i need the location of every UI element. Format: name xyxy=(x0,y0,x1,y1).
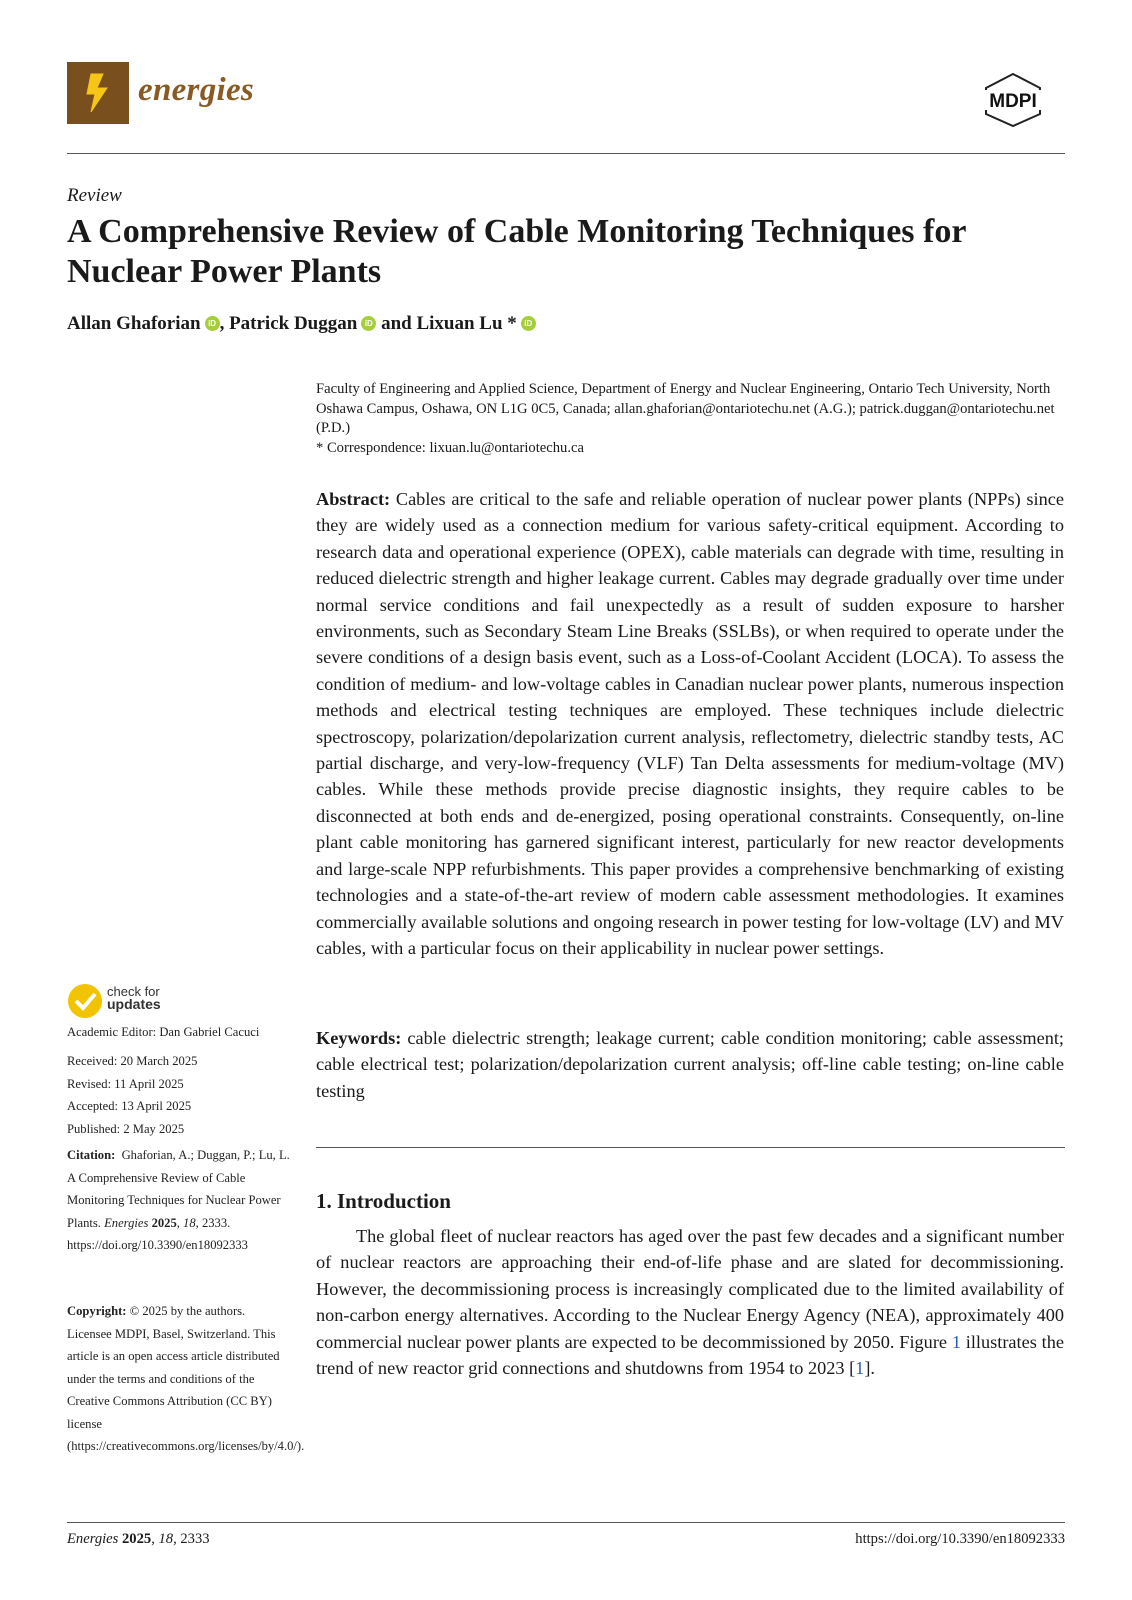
footer-year: 2025 xyxy=(122,1531,152,1547)
header-divider xyxy=(67,153,1065,154)
citation-journal: Energies xyxy=(104,1215,149,1230)
copyright-text: © 2025 by the authors. Licensee MDPI, Basel, Switzerland. This article is an open access article distributed under the terms and conditions of the Creative Commons Attribution (CC BY) license (https://creativecommons.org/licenses/by/4.0/). xyxy=(67,1304,305,1453)
author-name[interactable]: Allan Ghaforian xyxy=(67,313,201,334)
citation-block: Citation: Ghaforian, A.; Duggan, P.; Lu, L. A Comprehensive Review of Cable Monitoring Techniques for Nuclear Power Plants. Energies 2025, 18, 2333. https://doi.org/10.3390/en18092333 xyxy=(67,1148,290,1252)
footer-doi[interactable]: https://doi.org/10.3390/en18092333 xyxy=(855,1531,1065,1547)
orcid-icon[interactable]: iD xyxy=(521,316,536,331)
affiliation: Faculty of Engineering and Applied Science, Department of Energy and Nuclear Engineering, Ontario Tech University, North Oshawa Campus, Oshawa, ON L1G 0C5, Canada; allan.ghaforian@ontariotechu.net (A.G.); patrick.duggan@ontariotechu.net (P.D.) xyxy=(316,381,1055,436)
abstract-label: Abstract: xyxy=(316,489,391,509)
citation-text: Ghaforian, A.; Duggan, P.; Lu, L. A Comprehensive Review of Cable Monitoring Techniques for Nuclear Power Plants. xyxy=(67,1148,290,1230)
check-for-label: check for xyxy=(107,984,160,999)
author-separator: , xyxy=(219,313,225,334)
correspondence: * Correspondence: lixuan.lu@ontariotechu.ca xyxy=(316,440,584,456)
intro-text: The global fleet of nuclear reactors has aged over the past few decades and a significant number of nuclear reactors are approaching their end-of-life phase and are slated for decommissioning. However, the decommissioning process is increasingly complicated due to the limited availability of non-carbon energy alternatives. According to the Nuclear Energy Agency (NEA), approximately 400 commercial nuclear power plants are expected to be decommissioned by 2050. Figure xyxy=(316,1226,1064,1352)
abstract xyxy=(316,486,1064,961)
abstract-text: Cables are critical to the safe and reliable operation of nuclear power plants (NPPs) since they are widely used as a connection medium for various safety-critical equipment. According to research data and operational experience (OPEX), cable materials can degrade with time, resulting in reduced dielectric strength and higher leakage current. Cables may degrade gradually over time under normal service conditions and fail unexpectedly as a result of sudden exposure to harsher environments, such as Secondary Steam Line Breaks (SSLBs), or when required to operate under the severe conditions of a design basis event, such as a Loss-of-Coolant Accident (LOCA). To assess the condition of medium- and low-voltage cables in Canadian nuclear power plants, numerous inspection methods and electrical testing techniques are employed. These techniques include dielectric spectroscopy, polarization/depolarization current analysis, reflectometry, dielectric standby tests, AC partial discharge, and very-low-frequency (VLF) Tan Delta assessments for medium-voltage (MV) cables. While these methods provide precise diagnostic insights, they require cables to be disconnected at both ends and de-energized, posing operational constraints. Consequently, on-line plant cable monitoring has garnered significant interest, particularly for new reactor developments and large-scale NPP refurbishments. This paper provides a comprehensive benchmarking of existing technologies and a state-of-the-art review of modern cable assessment methodologies. It examines commercially available solutions and ongoing research in power testing for low-voltage (LV) and MV cables, with a particular focus on their applicability in nuclear power settings. xyxy=(316,489,1064,958)
published-date: Published: 2 May 2025 xyxy=(67,1121,185,1136)
footer-citation: Energies 2025, 18, 2333 xyxy=(67,1531,210,1547)
author-separator: and xyxy=(376,313,412,334)
citation-link[interactable]: 1 xyxy=(855,1358,865,1379)
footer-volume: 18 xyxy=(158,1531,174,1547)
figure-link[interactable]: 1 xyxy=(951,1331,961,1352)
citation-label: Citation: xyxy=(67,1148,116,1162)
citation-year: 2025 xyxy=(151,1215,177,1230)
academic-editor: Academic Editor: Dan Gabriel Cacuci xyxy=(67,1025,260,1039)
keywords-text: cable dielectric strength; leakage current; cable condition monitoring; cable assessment; cable electrical test; polarization/depolarization current analysis; off-line cable testing; on-line cable testing xyxy=(316,1028,1065,1101)
journal-logo xyxy=(67,62,129,124)
section-heading: 1. Introduction xyxy=(316,1189,451,1213)
mdpi-logo xyxy=(982,72,1044,128)
intro-text: ]. xyxy=(864,1358,875,1379)
check-for-updates-icon[interactable] xyxy=(67,983,103,1019)
journal-name: energies xyxy=(138,72,255,108)
copyright-label: Copyright: xyxy=(67,1304,127,1318)
publication-dates xyxy=(67,1050,292,1140)
section-divider xyxy=(316,1147,1065,1148)
orcid-icon[interactable]: iD xyxy=(361,316,376,331)
intro-paragraph xyxy=(316,1223,1064,1381)
author-name[interactable]: Patrick Duggan xyxy=(229,313,358,334)
mdpi-text: MDPI xyxy=(989,91,1037,112)
revised-date: Revised: 11 April 2025 xyxy=(67,1076,184,1091)
article-type: Review xyxy=(67,185,122,206)
citation-volume: 18 xyxy=(183,1215,196,1230)
accepted-date: Accepted: 13 April 2025 xyxy=(67,1099,192,1113)
footer-article-number: , 2333 xyxy=(173,1531,210,1547)
author-name[interactable]: Lixuan Lu * xyxy=(416,313,517,334)
orcid-icon[interactable]: iD xyxy=(205,316,220,331)
updates-label: updates xyxy=(107,996,161,1012)
lightning-bolt-icon xyxy=(67,62,129,124)
intro-text: illustrates the trend of new reactor grid connections and shutdowns from 1954 to 2023 [ xyxy=(316,1331,1064,1379)
copyright-block xyxy=(67,1300,305,1458)
footer-divider xyxy=(67,1522,1065,1523)
keywords xyxy=(316,1025,1064,1104)
article-title: A Comprehensive Review of Cable Monitoring Techniques for Nuclear Power Plants xyxy=(67,213,966,290)
keywords-label: Keywords: xyxy=(316,1028,402,1048)
citation-doi[interactable]: , 2333. https://doi.org/10.3390/en18092333 xyxy=(67,1215,248,1252)
check-for-updates-button[interactable] xyxy=(107,985,161,1011)
footer-journal: Energies xyxy=(67,1531,119,1547)
author-list xyxy=(67,313,536,335)
received-date: Received: 20 March 2025 xyxy=(67,1054,198,1068)
